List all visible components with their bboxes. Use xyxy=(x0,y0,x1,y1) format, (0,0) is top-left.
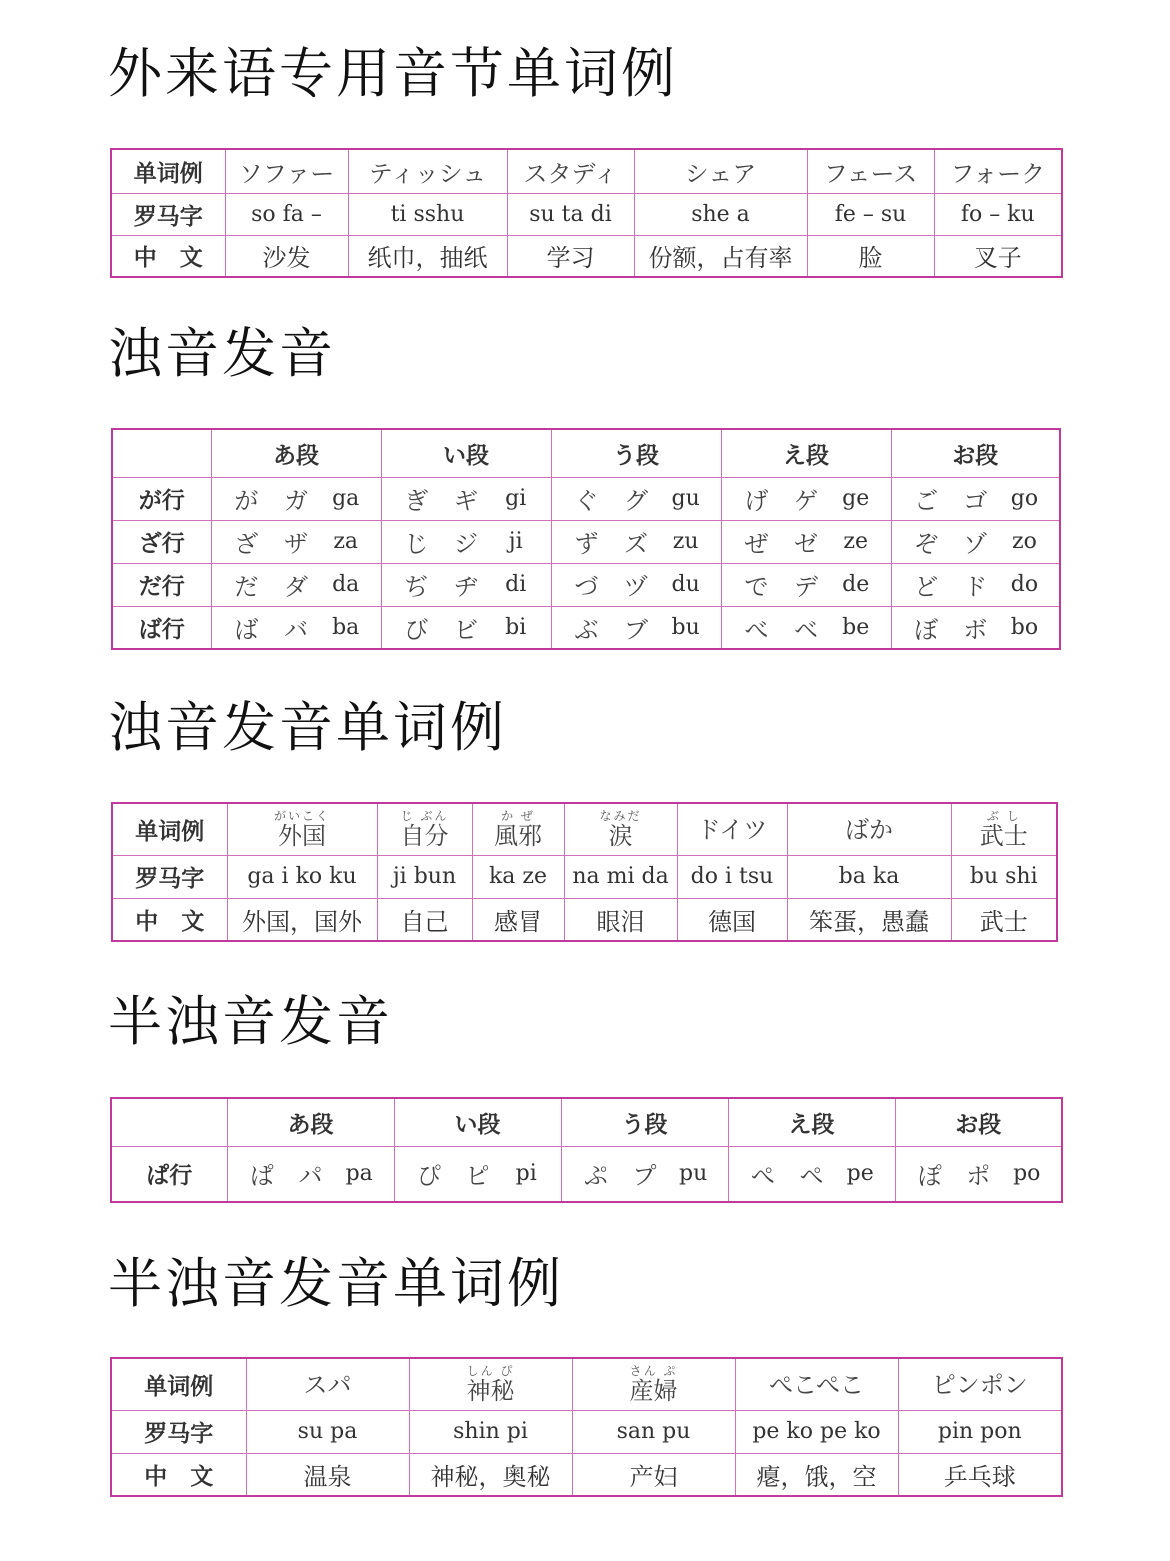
romaji-cell: su ta di xyxy=(507,193,634,235)
word-cell xyxy=(472,803,564,855)
kana-cell xyxy=(551,563,721,606)
katakana-glyph: ペ xyxy=(799,1162,824,1191)
kana-cell xyxy=(227,1146,394,1202)
katakana-glyph: ヅ xyxy=(624,573,648,601)
kana-cell xyxy=(211,520,381,563)
word-cell xyxy=(677,803,787,855)
romaji-cell: pin pon xyxy=(898,1410,1062,1453)
row-label-word: 单词例 xyxy=(111,1358,246,1410)
furigana: か ぜ xyxy=(501,808,535,823)
romaji-text: ga xyxy=(332,486,360,511)
katakana-glyph: ボ xyxy=(963,615,988,644)
katakana-glyph: ビ xyxy=(454,615,478,644)
chinese-cell: 神秘，奥秘 xyxy=(409,1453,572,1496)
hiragana-glyph: ぐ xyxy=(574,487,599,515)
chinese-cell: 学习 xyxy=(507,235,634,277)
katakana-glyph: グ xyxy=(624,487,648,515)
romaji-text: pi xyxy=(515,1161,537,1187)
hiragana-glyph: じ xyxy=(404,530,429,558)
hiragana-glyph: づ xyxy=(574,573,599,601)
kana-cell xyxy=(551,606,721,649)
katakana-glyph: ド xyxy=(963,573,988,601)
row-label-chinese: 中 文 xyxy=(112,898,227,941)
word-text: 涙 xyxy=(608,821,633,850)
kana-cell xyxy=(211,477,381,520)
hiragana-glyph: ぢ xyxy=(404,573,429,601)
section-title-semivoiced-sounds: 半浊音发音 xyxy=(108,990,393,1053)
romaji-text: za xyxy=(333,529,359,554)
kana-cell xyxy=(551,477,721,520)
hiragana-glyph: ば xyxy=(234,615,259,644)
word-cell xyxy=(951,803,1057,855)
column-header-a: あ段 xyxy=(211,429,381,477)
katakana-glyph: ベ xyxy=(794,615,818,644)
romaji-cell: shin pi xyxy=(409,1410,572,1453)
katakana-glyph: ザ xyxy=(284,530,308,558)
table-row xyxy=(112,477,1060,520)
chinese-cell: 笨蛋，愚蠢 xyxy=(787,898,951,941)
hiragana-glyph: ぽ xyxy=(917,1162,942,1191)
katakana-glyph: ポ xyxy=(966,1162,991,1191)
romaji-cell: pe ko pe ko xyxy=(735,1410,898,1453)
romaji-text: ji xyxy=(508,529,523,554)
word-cell: フォーク xyxy=(934,149,1062,193)
hiragana-glyph: ぎ xyxy=(404,487,429,515)
chinese-cell: 脸 xyxy=(807,235,934,277)
corner-cell xyxy=(111,1098,227,1146)
row-label-chinese: 中 文 xyxy=(111,1453,246,1496)
romaji-text: zo xyxy=(1012,529,1037,554)
chinese-cell: 武士 xyxy=(951,898,1057,941)
furigana: しん ぴ xyxy=(466,1363,515,1378)
voiced-sounds-table xyxy=(111,428,1061,650)
chinese-cell: 外国，国外 xyxy=(227,898,377,941)
katakana-glyph: ゼ xyxy=(794,530,818,558)
romaji-text: be xyxy=(842,614,870,640)
romaji-text: du xyxy=(671,572,700,597)
word-cell xyxy=(564,803,677,855)
katakana-glyph: ゴ xyxy=(963,487,988,515)
romaji-text: pu xyxy=(679,1161,708,1187)
kana-cell xyxy=(211,606,381,649)
hiragana-glyph: ぺ xyxy=(750,1162,775,1191)
hiragana-glyph: が xyxy=(234,487,259,515)
hiragana-glyph: ど xyxy=(914,573,939,601)
word-text: スパ xyxy=(303,1370,352,1399)
row-label: ぱ行 xyxy=(111,1146,227,1202)
chinese-cell: 瘪，饿，空 xyxy=(735,1453,898,1496)
word-text: 外国 xyxy=(278,821,326,850)
word-text: ドイツ xyxy=(696,815,768,844)
word-text: ピンポン xyxy=(931,1370,1028,1399)
romaji-text: pa xyxy=(345,1161,373,1187)
word-text: 産婦 xyxy=(629,1376,678,1405)
hiragana-glyph: ぴ xyxy=(416,1162,441,1191)
kana-cell xyxy=(381,520,551,563)
romaji-cell: she a xyxy=(634,193,807,235)
row-label: だ行 xyxy=(112,563,211,606)
column-header-i: い段 xyxy=(381,429,551,477)
hiragana-glyph: ぼ xyxy=(914,615,939,644)
word-cell xyxy=(787,803,951,855)
kana-cell xyxy=(381,606,551,649)
romaji-cell: ga i ko ku xyxy=(227,855,377,898)
kana-cell xyxy=(551,520,721,563)
romaji-cell: ji bun xyxy=(377,855,472,898)
romaji-text: bi xyxy=(505,614,527,640)
hiragana-glyph: ず xyxy=(574,530,599,558)
romaji-text: di xyxy=(505,572,527,597)
word-cell xyxy=(246,1358,409,1410)
kana-cell xyxy=(721,606,891,649)
romaji-cell: ti sshu xyxy=(348,193,507,235)
katakana-glyph: ゾ xyxy=(963,530,988,558)
kana-cell xyxy=(561,1146,728,1202)
word-text: 風邪 xyxy=(494,821,542,850)
voiced-words-table xyxy=(111,802,1058,942)
word-text: 武士 xyxy=(979,821,1028,850)
hiragana-glyph: べ xyxy=(744,615,769,644)
row-label: が行 xyxy=(112,477,211,520)
katakana-glyph: ピ xyxy=(465,1162,490,1191)
hiragana-glyph: で xyxy=(744,573,769,601)
table-row xyxy=(112,606,1060,649)
hiragana-glyph: ぱ xyxy=(249,1162,274,1191)
furigana: ぶ し xyxy=(986,808,1021,823)
romaji-text: de xyxy=(842,572,870,597)
table-row xyxy=(112,563,1060,606)
column-header-a: あ段 xyxy=(227,1098,394,1146)
katakana-glyph: ギ xyxy=(454,487,478,515)
word-cell xyxy=(572,1358,735,1410)
romaji-cell: bu shi xyxy=(951,855,1057,898)
chinese-cell: 自己 xyxy=(377,898,472,941)
furigana: なみだ xyxy=(599,808,642,823)
romaji-text: bo xyxy=(1010,614,1039,640)
chinese-cell: 眼泪 xyxy=(564,898,677,941)
word-cell xyxy=(898,1358,1062,1410)
chinese-cell: 沙发 xyxy=(225,235,348,277)
katakana-glyph: パ xyxy=(298,1162,323,1191)
kana-cell xyxy=(381,477,551,520)
romaji-cell: fo – ku xyxy=(934,193,1062,235)
katakana-glyph: ダ xyxy=(284,573,308,601)
chinese-cell: 产妇 xyxy=(572,1453,735,1496)
hiragana-glyph: ぜ xyxy=(744,530,769,558)
furigana: がいこく xyxy=(273,808,330,823)
hiragana-glyph: び xyxy=(404,615,429,644)
semivoiced-words-table xyxy=(110,1357,1063,1497)
romaji-cell: su pa xyxy=(246,1410,409,1453)
romaji-text: pe xyxy=(846,1161,874,1187)
column-header-i: い段 xyxy=(394,1098,561,1146)
hiragana-glyph: ぷ xyxy=(583,1162,608,1191)
table-row xyxy=(111,1146,1062,1202)
section-title-voiced-words: 浊音发音单词例 xyxy=(108,696,507,759)
katakana-glyph: プ xyxy=(632,1162,657,1191)
romaji-text: po xyxy=(1013,1161,1041,1187)
chinese-cell: 德国 xyxy=(677,898,787,941)
katakana-glyph: デ xyxy=(794,573,818,601)
hiragana-glyph: ざ xyxy=(234,530,259,558)
romaji-text: zu xyxy=(672,529,699,554)
romaji-text: da xyxy=(332,572,360,597)
katakana-glyph: ゲ xyxy=(794,487,818,515)
chinese-cell: 纸巾，抽纸 xyxy=(348,235,507,277)
word-cell xyxy=(227,803,377,855)
word-text: 神秘 xyxy=(466,1376,515,1405)
kana-cell xyxy=(891,520,1060,563)
row-label-word: 单词例 xyxy=(111,149,225,193)
row-label: ざ行 xyxy=(112,520,211,563)
corner-cell xyxy=(112,429,211,477)
romaji-cell: fe – su xyxy=(807,193,934,235)
column-header-o: お段 xyxy=(895,1098,1062,1146)
katakana-glyph: ジ xyxy=(454,530,478,558)
row-label: ば行 xyxy=(112,606,211,649)
kana-cell xyxy=(895,1146,1062,1202)
semivoiced-sounds-table xyxy=(110,1097,1063,1203)
kana-cell xyxy=(381,563,551,606)
section-title-loanword-syllables: 外来语专用音节单词例 xyxy=(108,42,678,105)
chinese-cell: 份额，占有率 xyxy=(634,235,807,277)
word-text: 自分 xyxy=(400,821,449,850)
table-row xyxy=(112,520,1060,563)
katakana-glyph: バ xyxy=(284,615,308,644)
romaji-cell: so fa – xyxy=(225,193,348,235)
kana-cell xyxy=(891,563,1060,606)
romaji-cell: san pu xyxy=(572,1410,735,1453)
romaji-text: gu xyxy=(671,486,700,511)
kana-cell xyxy=(721,520,891,563)
kana-cell xyxy=(394,1146,561,1202)
row-label-chinese: 中 文 xyxy=(111,235,225,277)
kana-cell xyxy=(721,563,891,606)
hiragana-glyph: ぶ xyxy=(574,615,599,644)
kana-cell xyxy=(721,477,891,520)
section-title-voiced-sounds: 浊音发音 xyxy=(108,322,336,385)
romaji-text: do xyxy=(1010,572,1039,597)
romaji-text: gi xyxy=(505,486,527,511)
word-cell xyxy=(735,1358,898,1410)
romaji-cell: ba ka xyxy=(787,855,951,898)
column-header-o: お段 xyxy=(891,429,1060,477)
furigana: さん ぷ xyxy=(629,1363,678,1378)
kana-cell xyxy=(891,477,1060,520)
word-cell: スタディ xyxy=(507,149,634,193)
column-header-e: え段 xyxy=(721,429,891,477)
row-label-romaji: 罗马字 xyxy=(112,855,227,898)
word-cell xyxy=(409,1358,572,1410)
katakana-glyph: ガ xyxy=(284,487,308,515)
word-cell: フェース xyxy=(807,149,934,193)
romaji-text: ge xyxy=(842,486,870,511)
hiragana-glyph: だ xyxy=(234,573,259,601)
row-label-romaji: 罗马字 xyxy=(111,1410,246,1453)
column-header-u: う段 xyxy=(551,429,721,477)
romaji-text: bu xyxy=(671,614,700,640)
romaji-cell: na mi da xyxy=(564,855,677,898)
loanword-words-table xyxy=(110,148,1063,278)
column-header-u: う段 xyxy=(561,1098,728,1146)
chinese-cell: 感冒 xyxy=(472,898,564,941)
word-cell: ソファー xyxy=(225,149,348,193)
hiragana-glyph: げ xyxy=(744,487,769,515)
hiragana-glyph: ご xyxy=(914,487,939,515)
word-cell: シェア xyxy=(634,149,807,193)
row-label-word: 单词例 xyxy=(112,803,227,855)
kana-cell xyxy=(728,1146,895,1202)
katakana-glyph: ズ xyxy=(624,530,648,558)
word-text: ぺこぺこ xyxy=(768,1370,865,1399)
word-cell xyxy=(377,803,472,855)
romaji-cell: do i tsu xyxy=(677,855,787,898)
chinese-cell: 温泉 xyxy=(246,1453,409,1496)
romaji-text: go xyxy=(1010,486,1039,511)
kana-cell xyxy=(211,563,381,606)
word-text: ばか xyxy=(845,815,893,844)
section-title-semivoiced-words: 半浊音发音单词例 xyxy=(108,1252,564,1315)
word-cell: ティッシュ xyxy=(348,149,507,193)
chinese-cell: 叉子 xyxy=(934,235,1062,277)
romaji-text: ze xyxy=(843,529,868,554)
kana-cell xyxy=(891,606,1060,649)
column-header-e: え段 xyxy=(728,1098,895,1146)
row-label-romaji: 罗马字 xyxy=(111,193,225,235)
chinese-cell: 乒乓球 xyxy=(898,1453,1062,1496)
katakana-glyph: ブ xyxy=(624,615,648,644)
furigana: じ ぶん xyxy=(400,808,449,823)
romaji-text: ba xyxy=(332,614,360,640)
katakana-glyph: ヂ xyxy=(454,573,478,601)
romaji-cell: ka ze xyxy=(472,855,564,898)
hiragana-glyph: ぞ xyxy=(914,530,939,558)
